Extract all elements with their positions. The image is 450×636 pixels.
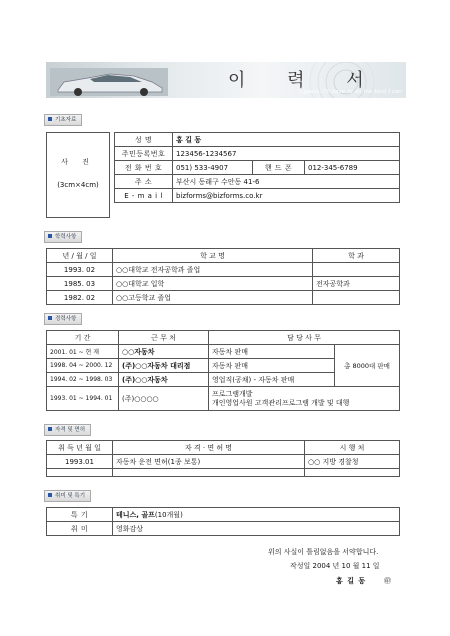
skill-label: 특 기	[47, 508, 113, 522]
career-duty: 자동차 판매	[209, 345, 335, 359]
pledge-text: 위의 사실이 틀림없음을 서약합니다.	[268, 548, 379, 556]
education-date: 1985. 03	[47, 277, 113, 291]
career-period: 1993. 01 ~ 1994. 01	[47, 387, 119, 411]
rrn-value: 123456-1234567	[173, 147, 400, 161]
license-empty-cell	[305, 469, 400, 477]
career-duty-line1: 프로그램개발	[212, 389, 253, 398]
career-table	[46, 330, 400, 411]
section-tag-basic: 기초자료	[44, 114, 82, 126]
skill-value-main: 테니스, 골프	[116, 510, 155, 519]
education-major	[313, 291, 400, 305]
table-row	[47, 508, 400, 522]
education-major: 전자공학과	[313, 277, 400, 291]
career-total-note: 총 8000대 판매	[335, 345, 400, 387]
square-bullet-icon	[48, 316, 52, 320]
career-company: (주)○○○○	[119, 387, 209, 411]
education-date: 1993. 02	[47, 263, 113, 277]
photo-box	[46, 132, 110, 218]
skill-value	[113, 508, 400, 522]
table-row	[47, 387, 400, 411]
education-school: ○○고등학교 졸업	[113, 291, 313, 305]
table-row	[47, 345, 400, 359]
career-header-company: 근 무 처	[119, 331, 209, 345]
written-date: 작성일 2004 년 10 월 11 일	[290, 562, 380, 570]
career-company: ○○자동차	[119, 345, 209, 359]
table-row	[47, 291, 400, 305]
hobby-table	[46, 507, 400, 536]
license-header-issuer: 시 행 처	[305, 441, 400, 455]
education-major	[313, 263, 400, 277]
name-value: 홍 길 동	[173, 133, 400, 147]
table-row	[47, 277, 400, 291]
signer-name: 홍 길 동	[336, 577, 367, 585]
email-label: E - m a i l	[115, 189, 173, 203]
license-header-name: 자 격 · 면 허 명	[113, 441, 305, 455]
square-bullet-icon	[48, 493, 52, 497]
license-date: 1993.01	[47, 455, 113, 469]
resume-banner	[46, 62, 406, 98]
car-image	[50, 68, 168, 96]
education-header-school: 학 교 명	[113, 249, 313, 263]
seal-mark: ㊞	[384, 577, 391, 585]
license-empty-cell	[113, 469, 305, 477]
address-label: 주 소	[115, 175, 173, 189]
license-header-date: 취 득 년 월 일	[47, 441, 113, 455]
license-table	[46, 440, 400, 477]
table-row	[47, 455, 400, 469]
career-period: 1998. 04 ~ 2000. 12	[47, 359, 119, 373]
career-duty-line2: 개인영업사원 고객관리프로그램 개발 및 대행	[212, 398, 350, 407]
education-table	[46, 248, 400, 305]
career-header-period: 기 간	[47, 331, 119, 345]
table-row	[47, 469, 400, 477]
education-date: 1982. 02	[47, 291, 113, 305]
name-label: 성 명	[115, 133, 173, 147]
career-duty	[209, 387, 400, 411]
career-company: (주)○○자동차 대리점	[119, 359, 209, 373]
mobile-label: 핸 드 폰	[253, 161, 305, 175]
square-bullet-icon	[48, 234, 52, 238]
license-empty-cell	[47, 469, 113, 477]
phone-label: 전 화 번 호	[115, 161, 173, 175]
rrn-label: 주민등록번호	[115, 147, 173, 161]
section-tag-education: 학력사항	[44, 231, 82, 243]
basic-info-table	[114, 132, 400, 203]
career-period: 1994. 02 ~ 1998. 03	[47, 373, 119, 387]
career-company: (주)○○자동차	[119, 373, 209, 387]
photo-size: (3cm×4cm)	[57, 181, 99, 189]
table-row	[47, 263, 400, 277]
mobile-value: 012-345-6789	[305, 161, 400, 175]
email-value: bizforms@bizforms.co.kr	[173, 189, 400, 203]
photo-label: 사 진	[61, 158, 95, 166]
license-header-row	[47, 441, 400, 455]
section-tag-hobby: 취미 및 특기	[44, 490, 91, 502]
license-issuer: ○○ 지방 경찰청	[305, 455, 400, 469]
career-duty: 영업직(공채) - 자동차 판매	[209, 373, 335, 387]
banner-motto: I guess, I'll have to do the best I can	[299, 89, 402, 95]
education-school: ○○대학교 전자공학과 졸업	[113, 263, 313, 277]
license-name: 자동차 운전 면허(1종 보통)	[113, 455, 305, 469]
education-header-row	[47, 249, 400, 263]
skill-value-detail: (10개월)	[154, 510, 183, 519]
table-row	[47, 522, 400, 536]
section-tag-license: 자격 및 면허	[44, 424, 91, 436]
education-header-date: 년 / 월 / 일	[47, 249, 113, 263]
career-header-row	[47, 331, 400, 345]
address-value: 부산시 동래구 수안동 41-6	[173, 175, 400, 189]
hobby-value: 영화감상	[113, 522, 400, 536]
career-period: 2001. 01 ~ 현 재	[47, 345, 119, 359]
education-header-major: 학 과	[313, 249, 400, 263]
education-school: ○○대학교 입학	[113, 277, 313, 291]
resume-title: 이 력 서	[228, 70, 382, 91]
square-bullet-icon	[48, 427, 52, 431]
square-bullet-icon	[48, 117, 52, 121]
career-duty: 자동차 판매	[209, 359, 335, 373]
career-header-duty: 담 당 사 무	[209, 331, 400, 345]
phone-value: 051) 533-4907	[173, 161, 253, 175]
section-tag-career: 경력사항	[44, 313, 82, 325]
hobby-label: 취 미	[47, 522, 113, 536]
